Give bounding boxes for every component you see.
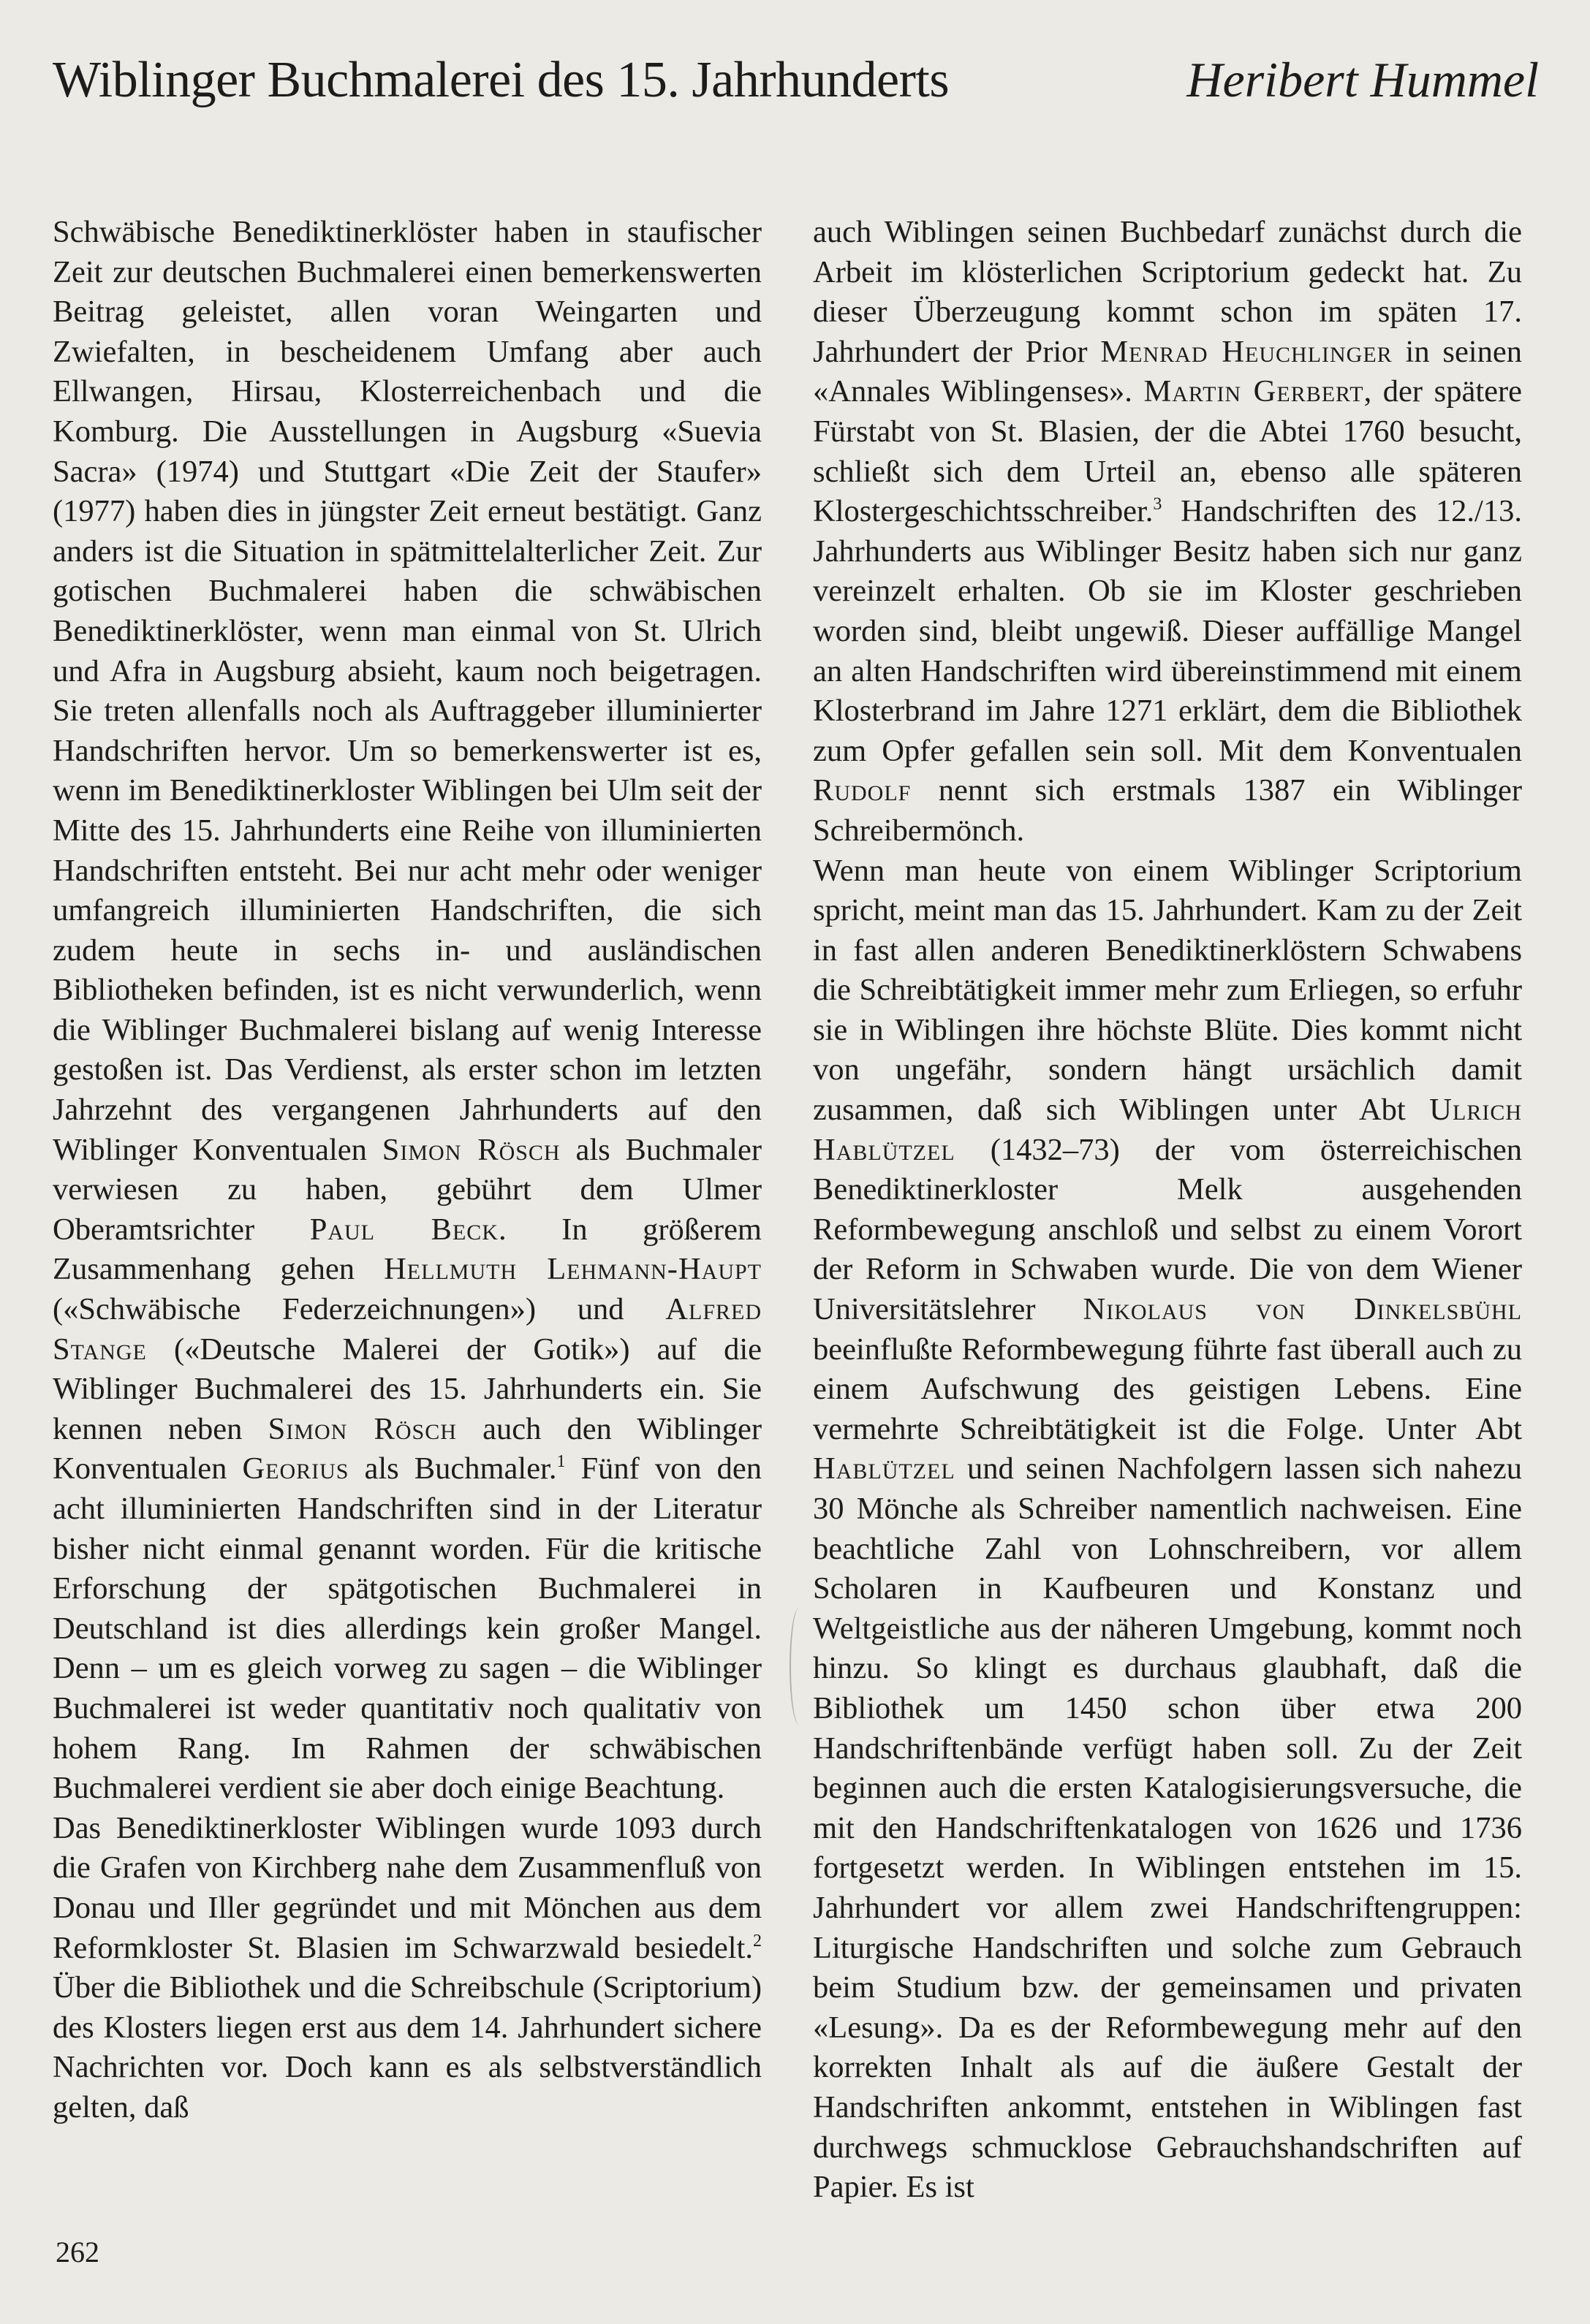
person-name: Ulrich Hablützel — [813, 1093, 1522, 1167]
pencil-mark — [790, 1608, 809, 1725]
text-run: . In größerem Zusammenhang gehen — [53, 1212, 762, 1287]
article-author: Heribert Hummel — [1186, 52, 1539, 107]
text-run: in seinen «Annales Wiblingenses». — [813, 334, 1522, 409]
text-run: beeinflußte Reformbewegung führte fast überall auch zu einem Aufschwung des geistigen Lebens. Eine vermehrte Schreibtätigkeit ist die Folge. Unter Abt — [813, 1332, 1522, 1446]
text-run: Handschriften des 12./13. Jahrhunderts aus Wiblinger Besitz haben sich nur ganz vereinzelt erhalten. Ob sie im Kloster geschrieben worden sind, bleibt ungewiß. Dieser auffällige Mangel an alten Handschriften wird übereinstimmend mit einem Klosterbrand im Jahre 1271 erklärt, dem die Bibliothek zum Opfer gefallen sein soll. Mit dem Konventualen — [813, 494, 1522, 768]
person-name: Menrad Heuchlinger — [1100, 334, 1393, 369]
text-run: Über die Bibliothek und die Schreibschule (Scriptorium) des Klosters liegen erst aus dem 14. Jahrhundert sichere Nachrichten vor. Doch kann es als selbstverständlich gelten, daß — [53, 1970, 762, 2124]
text-run: als Buchmaler verwiesen zu haben, gebührt dem Ulmer Oberamtsrichter — [53, 1132, 762, 1247]
person-name: Simon Rösch — [268, 1411, 457, 1446]
paragraph — [813, 213, 1522, 851]
person-name: Hellmuth Lehmann-Haupt — [384, 1252, 762, 1287]
page-header — [53, 51, 1539, 124]
text-run: auch den Wiblinger Konventualen — [53, 1411, 762, 1486]
article-title: Wiblinger Buchmalerei des 15. Jahrhunderts — [53, 52, 950, 108]
text-run: und seinen Nachfolgern lassen sich nahezu 30 Mönche als Schreiber namentlich nachweisen. Eine beachtliche Zahl von Lohnschreibern, vor allem Scholaren in Kaufbeuren und Konstanz und Weltgeistliche aus der näheren Umgebung, kommt noch hinzu. So klingt es durchaus glaubhaft, daß die Bibliothek um 1450 schon über etwa 200 Handschriftenbände verfügt haben soll. Zu der Zeit beginnen auch die ersten Katalogisierungsversuche, die mit den Handschriftenkatalogen von 1626 und 1736 fortgesetzt werden. In Wiblingen entstehen im 15. Jahrhundert vor allem zwei Handschriftengruppen: Liturgische Handschriften und solche zum Gebrauch beim Studium bzw. der gemeinsamen und privaten «Lesung». Da es der Reformbewegung mehr auf den korrekten Inhalt als auf die äußere Gestalt der Handschriften ankommt, entstehen in Wiblingen fast durchwegs schmucklose Gebrauchshandschriften auf Papier. Es ist — [813, 1451, 1522, 2205]
text-run: , der spätere Fürstabt von St. Blasien, der die Abtei 1760 besucht, schließt sich dem Urteil an, ebenso alle späteren Klostergeschichtsschreiber. — [813, 374, 1523, 529]
text-run: als Buchmaler. — [349, 1451, 557, 1486]
footnote-ref: 1 — [556, 1452, 566, 1472]
person-name: Rudolf — [813, 773, 912, 808]
text-run: Das Benediktinerkloster Wiblingen wurde 1093 durch die Grafen von Kirchberg nahe dem Zusammenfluß von Donau und Iller gegründet und mit Mönchen aus dem Reformkloster St. Blasien im Schwarzwald besiedelt. — [53, 1810, 762, 1965]
person-name: Georius — [242, 1451, 349, 1486]
footnote-ref: 3 — [1153, 495, 1162, 514]
paragraph — [53, 1809, 762, 2128]
person-name: Hablützel — [813, 1451, 955, 1486]
footnote-ref: 2 — [753, 1931, 762, 1951]
page-number: 262 — [56, 2236, 99, 2268]
person-name: Martin Gerbert — [1143, 374, 1364, 409]
person-name: Simon Rösch — [382, 1132, 561, 1167]
text-run: Fünf von den acht illuminierten Handschriften sind in der Literatur bisher nicht einmal genannt worden. Für die kritische Erforschung der spätgotischen Buchmalerei in Deutschland ist dies allerdings kein großer Mangel. Denn – um es gleich vorweg zu sagen – die Wiblinger Buchmalerei ist weder quantitativ noch qualitativ von hohem Rang. Im Rahmen der schwäbischen Buchmalerei verdient sie aber doch einige Beachtung. — [53, 1451, 762, 1806]
text-run: Schwäbische Benediktinerklöster haben in staufischer Zeit zur deutschen Buchmalerei einen bemerkenswerten Beitrag geleistet, allen voran Weingarten und Zwiefalten, in bescheidenem Umfang aber auch Ellwangen, Hirsau, Klosterreichenbach und die Komburg. Die Ausstellungen in Augsburg «Suevia Sacra» (1974) und Stuttgart «Die Zeit der Staufer» (1977) haben dies in jüngster Zeit erneut bestätigt. Ganz anders ist die Situation in spätmittelalterlicher Zeit. Zur gotischen Buchmalerei haben die schwäbischen Benediktinerklöster, wenn man einmal von St. Ulrich und Afra in Augsburg absieht, kaum noch beigetragen. Sie treten allenfalls noch als Auftraggeber illuminierter Handschriften hervor. Um so bemerkenswerter ist es, wenn im Benediktinerkloster Wiblingen bei Ulm seit der Mitte des 15. Jahrhunderts eine Reihe von illuminierten Handschriften entsteht. Bei nur acht mehr oder weniger umfangreich illuminierten Handschriften, die sich zudem heute in sechs in- und ausländischen Bibliotheken befinden, ist es nicht verwunderlich, wenn die Wiblinger Buchmalerei bislang auf wenig Interesse gestoßen ist. Das Verdienst, als erster schon im letzten Jahrzehnt des vergangenen Jahrhunderts auf den Wiblinger Konventualen — [53, 215, 762, 1167]
person-name: Nikolaus von Dinkelsbühl — [1083, 1292, 1522, 1327]
paragraph — [813, 851, 1522, 2208]
right-column — [813, 213, 1522, 2208]
left-column — [53, 213, 762, 2128]
text-run: (1432–73) der vom österreichischen Benediktinerkloster Melk ausgehenden Reformbewegung anschloß und selbst zu einem Vorort der Reform in Schwaben wurde. Die von dem Wiener Universitätslehrer — [813, 1132, 1522, 1327]
text-run: («Schwäbische Federzeichnungen») und — [53, 1292, 666, 1327]
person-name: Alfred Stange — [53, 1292, 762, 1367]
text-run: Wenn man heute von einem Wiblinger Scriptorium spricht, meint man das 15. Jahrhundert. Kam zu der Zeit in fast allen anderen Benediktinerklöstern Schwabens die Schreibtätigkeit immer mehr zum Erliegen, so erfuhr sie in Wiblingen ihre höchste Blüte. Dies kommt nicht von ungefähr, sondern hängt ursächlich damit zusammen, daß sich Wiblingen unter Abt — [813, 853, 1522, 1128]
person-name: Paul Beck — [309, 1212, 499, 1247]
text-run: auch Wiblingen seinen Buchbedarf zunächst durch die Arbeit im klösterlichen Scriptorium gedeckt hat. Zu dieser Überzeugung kommt schon im späten 17. Jahrhundert der Prior — [813, 215, 1522, 369]
text-run: («Deutsche Malerei der Gotik») auf die Wiblinger Buchmalerei des 15. Jahrhunderts ein. Sie kennen neben — [53, 1332, 762, 1446]
text-run: nennt sich erstmals 1387 ein Wiblinger Schreibermönch. — [813, 773, 1522, 848]
paragraph — [53, 213, 762, 1809]
